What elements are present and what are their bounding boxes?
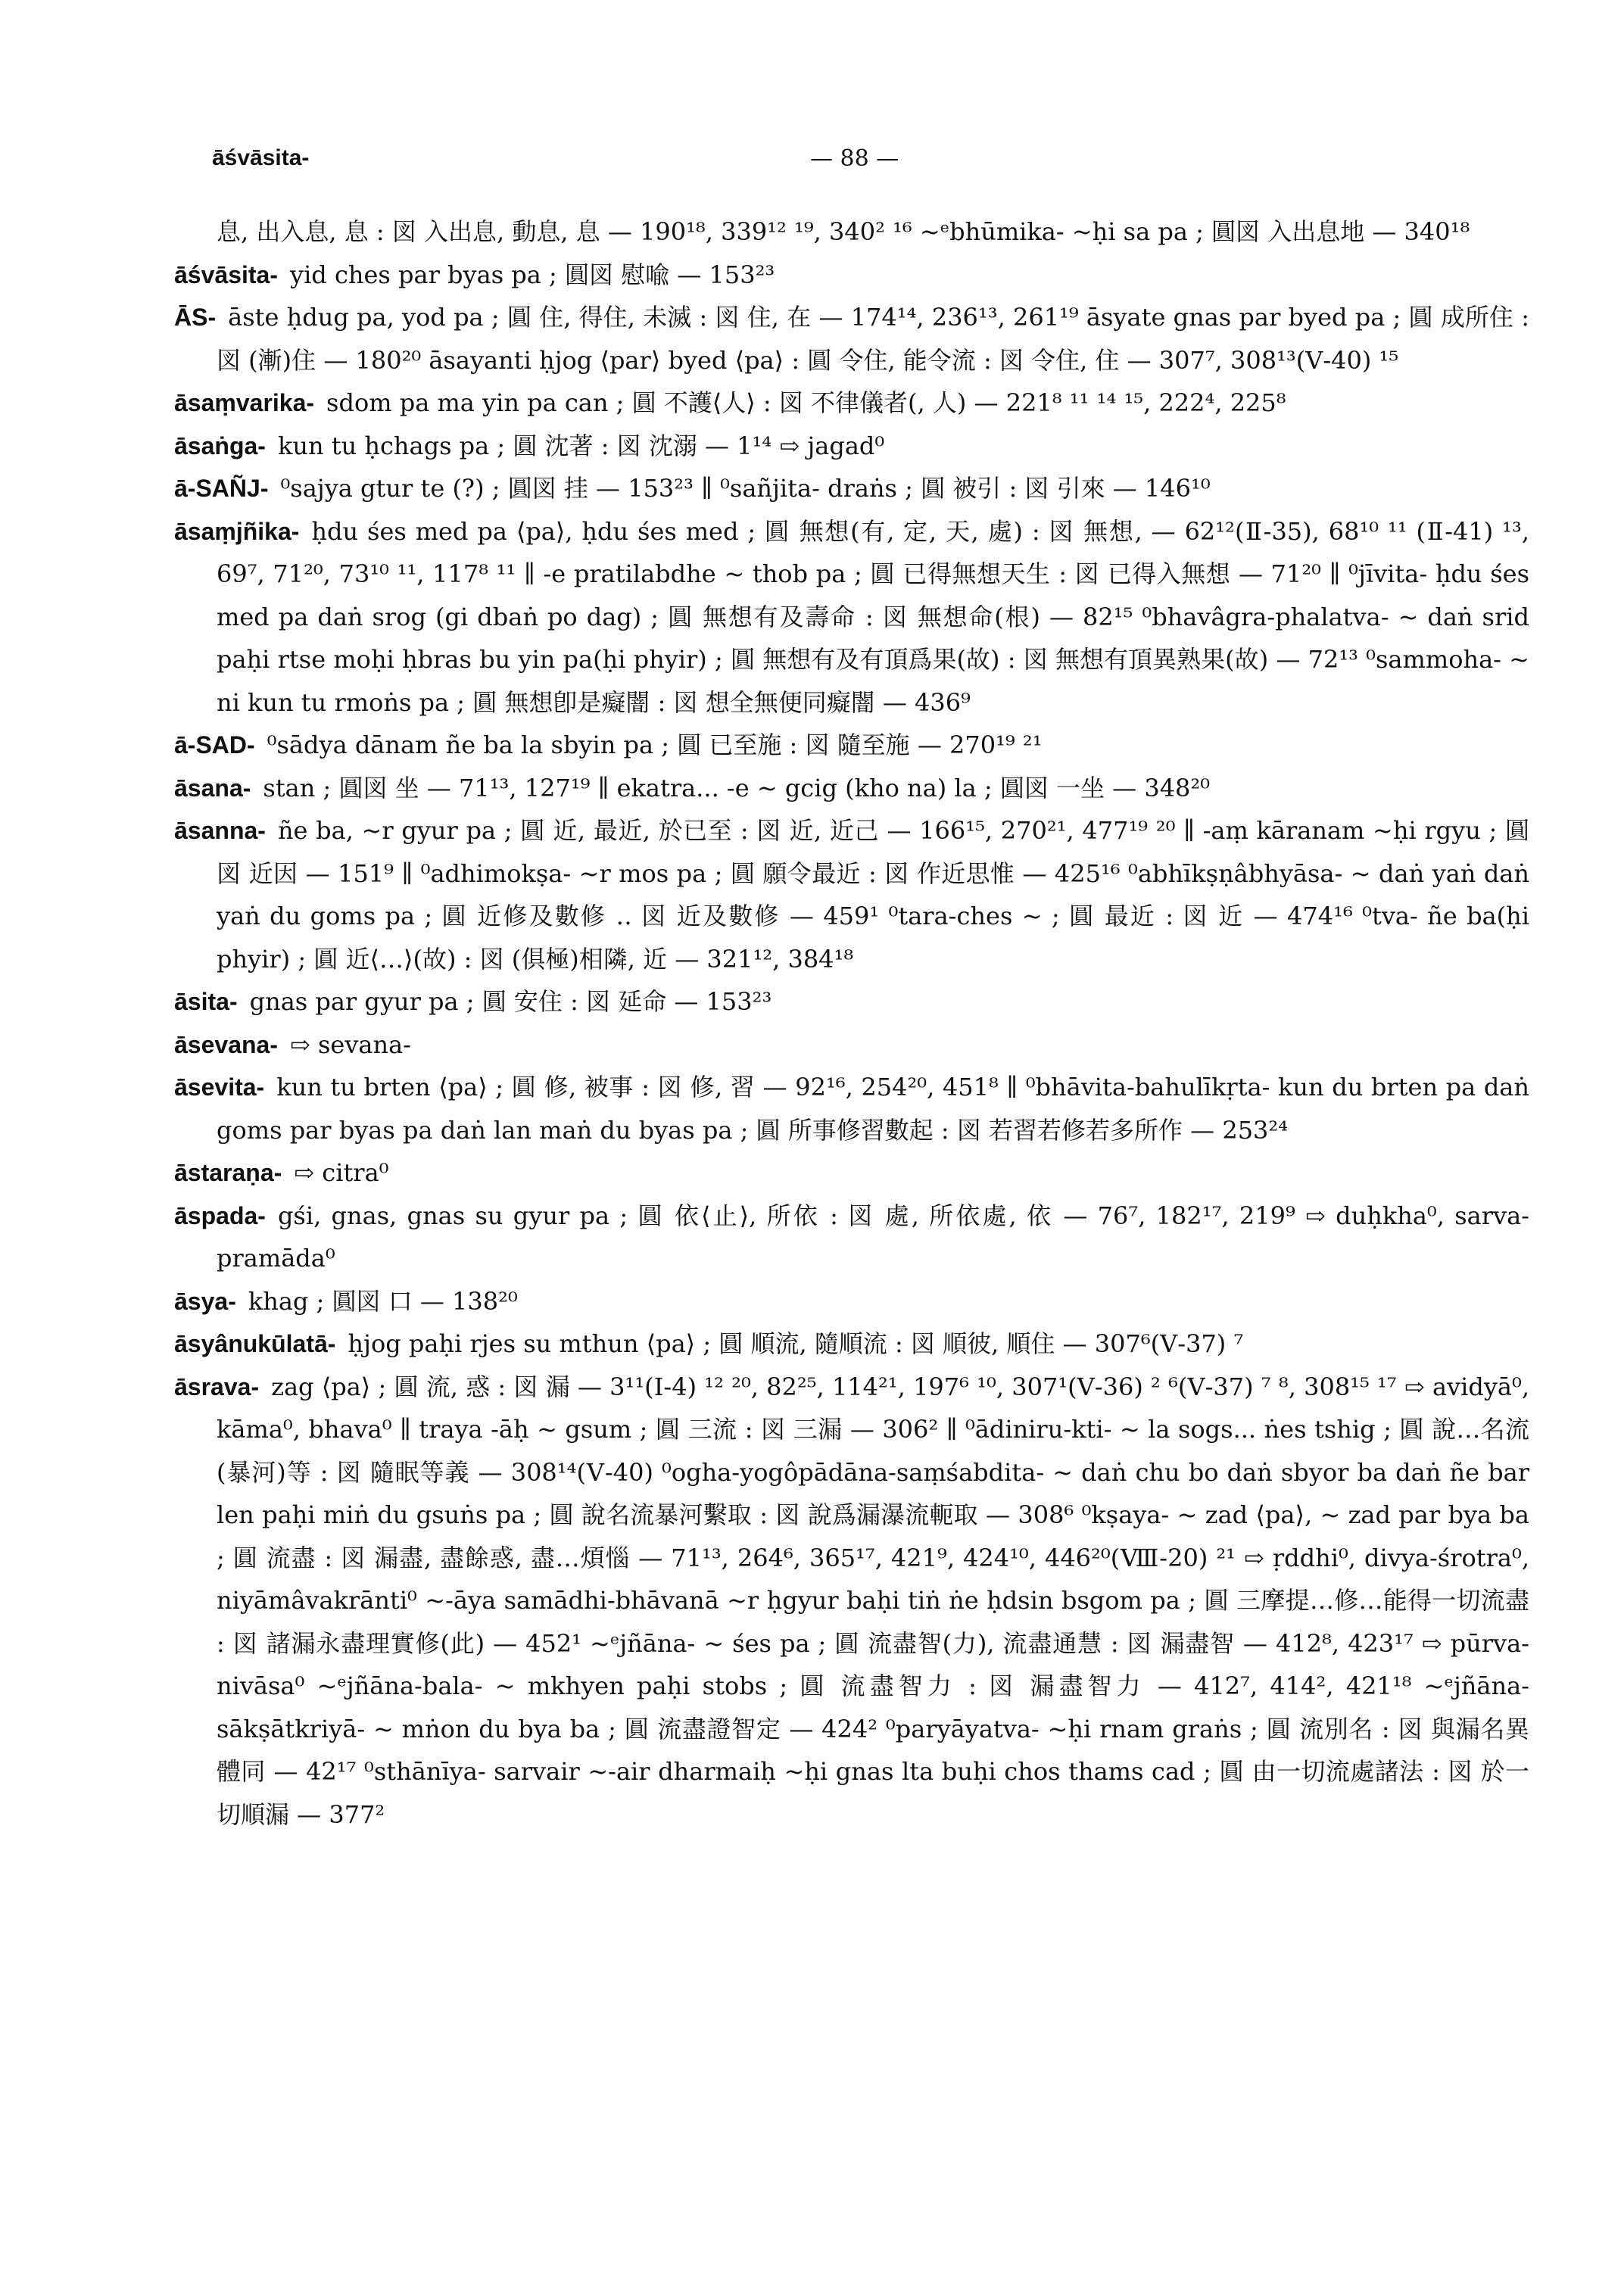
entry-body: ḥjog paḥi rjes su mthun ⟨pa⟩ ; 圓 順流, 隨順流 : 図 順彼, 順住 — 307⁶(Ⅴ-37) ⁷ bbox=[348, 1329, 1244, 1358]
entry-headword: āśvāsita- bbox=[174, 260, 278, 288]
entry-headword: āsevana- bbox=[174, 1030, 278, 1058]
entry-body: kun tu ḥchags pa ; 圓 沈著 : 図 沈溺 — 1¹⁴ ⇨ jagad⁰ bbox=[277, 431, 885, 460]
entry-body: ⇨ citra⁰ bbox=[294, 1158, 389, 1187]
entry-headword: āstaraṇa- bbox=[174, 1159, 282, 1186]
entry-body: 息, 出入息, 息 : 図 入出息, 動息, 息 — 190¹⁸, 339¹² ¹⁹, 340² ¹⁶ ~ᵉbhūmika- ~ḥi sa pa ; 圓図 入出息地 — 340¹⁸ bbox=[217, 217, 1470, 246]
dictionary-entry bbox=[174, 724, 1529, 767]
entry-body: khag ; 圓図 口 — 138²⁰ bbox=[248, 1286, 518, 1316]
entry-body: ⇨ sevana- bbox=[289, 1030, 411, 1059]
running-head: āśvāsita- bbox=[212, 145, 310, 170]
entry-headword: ĀS- bbox=[174, 304, 217, 331]
dictionary-entry bbox=[174, 382, 1529, 425]
entry-body: kun tu brten ⟨pa⟩ ; 圓 修, 被事 : 図 修, 習 — 92¹⁶, 254²⁰, 451⁸ ∥ ⁰bhāvita-bahulīkṛta- kun du brten pa daṅ goms par byas pa daṅ lan maṅ du byas pa ; 圓 所事修習數起 : 図 若習若修若多所作 — 253²⁴ bbox=[217, 1073, 1529, 1145]
dictionary-entry bbox=[174, 809, 1529, 980]
entry-headword: āsanna- bbox=[174, 817, 266, 844]
dictionary-entry bbox=[174, 1195, 1529, 1280]
dictionary-entry bbox=[174, 254, 1529, 297]
page-number: — 88 — bbox=[810, 145, 899, 172]
entry-headword: āsaṃjñika- bbox=[174, 517, 300, 545]
dictionary-entry bbox=[174, 296, 1529, 382]
dictionary-entry bbox=[174, 980, 1529, 1023]
dictionary-entry bbox=[174, 425, 1529, 468]
entry-headword: āsaṅga- bbox=[174, 431, 266, 460]
dictionary-entry bbox=[174, 1323, 1529, 1366]
dictionary-entries bbox=[174, 210, 1529, 1836]
entry-body: āste ḥdug pa, yod pa ; 圓 住, 得住, 未滅 : 図 住, 在 — 174¹⁴, 236¹³, 261¹⁹ āsyate gnas par byed pa ; 圓 成所住 : 図 (漸)住 — 180²⁰ āsayanti ḥjog ⟨par⟩ byed ⟨pa⟩ : 圓 令住, 能令流 : 図 令住, 住 — 307⁷, 308¹³(Ⅴ-40) ¹⁵ bbox=[217, 303, 1529, 375]
entry-body: ñe ba, ~r gyur pa ; 圓 近, 最近, 於已至 : 図 近, 近己 — 166¹⁵, 270²¹, 477¹⁹ ²⁰ ∥ -aṃ kāranam ~ḥi rgyu ; 圓図 近因 — 151⁹ ∥ ⁰adhimokṣa- ~r mos pa ; 圓 願令最近 : 図 作近思惟 — 425¹⁶ ⁰abhīkṣṇâbhyāsa- ~ daṅ yaṅ daṅ yaṅ du goms pa ; 圓 近修及數修 ‥ 図 近及數修 — 459¹ ⁰tara-ches ~ ; 圓 最近 : 図 近 — 474¹⁶ ⁰tva- ñe ba(ḥi phyir) ; 圓 近⟨…⟩(故) : 図 (俱極)相隣, 近 — 321¹², 384¹⁸ bbox=[217, 816, 1529, 974]
entry-headword: āsevita- bbox=[174, 1073, 265, 1101]
dictionary-entry bbox=[174, 1366, 1529, 1837]
dictionary-entry bbox=[174, 1280, 1529, 1323]
dictionary-entry bbox=[174, 1066, 1529, 1151]
entry-body: zag ⟨pa⟩ ; 圓 流, 惑 : 図 漏 — 3¹¹(Ⅰ-4) ¹² ²⁰, 82²⁵, 114²¹, 197⁶ ¹⁰, 307¹(Ⅴ-36) ² ⁶(Ⅴ-37) ⁷ ⁸, 308¹⁵ ¹⁷ ⇨ avidyā⁰, kāma⁰, bhava⁰ ∥ traya -āḥ ~ gsum ; 圓 三流 : 図 三漏 — 306² ∥ ⁰ādiniru-kti- ~ la sogs... ṅes tshig ; 圓 說…名流(暴河)等 : 図 隨眠等義 — 308¹⁴(Ⅴ-40) ⁰ogha-yogôpādāna-saṃśabdita- ~ daṅ chu bo daṅ sbyor ba daṅ ñe bar len paḥi miṅ du gsuṅs pa ; 圓 說名流暴河繫取 : 図 說爲漏瀑流軛取 — 308⁶ ⁰kṣaya- ~ zad ⟨pa⟩, ~ zad par bya ba ; 圓 流盡 : 図 漏盡, 盡餘惑, 盡…煩惱 — 71¹³, 264⁶, 365¹⁷, 421⁹, 424¹⁰, 446²⁰(Ⅷ-20) ²¹ ⇨ ṛddhi⁰, divya-śrotra⁰, niyāmâvakrānti⁰ ~-āya samādhi-bhāvanā ~r ḥgyur baḥi tiṅ ṅe ḥdsin bsgom pa ; 圓 三摩提…修…能得一切流盡 : 図 諸漏永盡理實修(此) — 452¹ ~ᵉjñāna- ~ śes pa ; 圓 流盡智(力), 流盡通慧 : 図 漏盡智 — 412⁸, 423¹⁷ ⇨ pūrva-nivāsa⁰ ~ᵉjñāna-bala- ~ mkhyen paḥi stobs ; 圓 流盡智力 : 図 漏盡智力 — 412⁷, 414², 421¹⁸ ~ᵉjñāna-sākṣātkriyā- ~ mṅon du bya ba ; 圓 流盡證智定 — 424² ⁰paryāyatva- ~ḥi rnam graṅs ; 圓 流別名 : 図 與漏名異體同 — 42¹⁷ ⁰sthānīya- sarvair ~-air dharmaiḥ ~ḥi gnas lta buḥi chos thams cad ; 圓 由一切流處諸法 : 図 於一切順漏 — 377² bbox=[217, 1372, 1529, 1829]
entry-body: stan ; 圓図 坐 — 71¹³, 127¹⁹ ∥ ekatra... -e ~ gcig (kho na) la ; 圓図 一坐 — 348²⁰ bbox=[263, 773, 1211, 802]
entry-headword: āsita- bbox=[174, 988, 238, 1015]
entry-headword: āsrava- bbox=[174, 1372, 260, 1400]
entry-headword: āsana- bbox=[174, 774, 251, 802]
entry-body: ḥdu śes med pa ⟨pa⟩, ḥdu śes med ; 圓 無想(有, 定, 天, 處) : 図 無想, — 62¹²(Ⅱ-35), 68¹⁰ ¹¹ (Ⅱ-41) ¹³, 69⁷, 71²⁰, 73¹⁰ ¹¹, 117⁸ ¹¹ ∥ -e pratilabdhe ~ thob pa ; 圓 已得無想天生 : 図 已得入無想 — 71²⁰ ∥ ⁰jīvita- ḥdu śes med pa daṅ srog (gi dbaṅ po dag) ; 圓 無想有及壽命 : 図 無想命(根) — 82¹⁵ ⁰bhavâgra-phalatva- ~ daṅ srid paḥi rtse moḥi ḥbras bu yin pa(ḥi phyir) ; 圓 無想有及有頂爲果(故) : 図 無想有頂異熟果(故) — 72¹³ ⁰sammoha- ~ ni kun tu rmoṅs pa ; 圓 無想卽是癡闇 : 図 想全無便同癡闇 — 436⁹ bbox=[217, 516, 1529, 717]
entry-body: ⁰sādya dānam ñe ba la sbyin pa ; 圓 已至施 : 図 隨至施 — 270¹⁹ ²¹ bbox=[267, 731, 1043, 759]
entry-body: ⁰sajya gtur te (?) ; 圓図 挂 — 153²³ ∥ ⁰sañjita- draṅs ; 圓 被引 : 図 引來 — 146¹⁰ bbox=[280, 474, 1211, 503]
entry-headword: āspada- bbox=[174, 1201, 266, 1229]
entry-headword: ā-SAÑJ- bbox=[174, 475, 269, 502]
dictionary-entry bbox=[174, 1023, 1529, 1067]
dictionary-entry bbox=[174, 467, 1529, 510]
entry-body: gnas par gyur pa ; 圓 安住 : 図 延命 — 153²³ bbox=[249, 987, 772, 1016]
dictionary-entry bbox=[174, 510, 1529, 724]
dictionary-entry bbox=[174, 1151, 1529, 1195]
entry-headword: āsyânukūlatā- bbox=[174, 1330, 336, 1357]
entry-body: sdom pa ma yin pa can ; 圓 不護⟨人⟩ : 図 不律儀者(, 人) — 221⁸ ¹¹ ¹⁴ ¹⁵, 222⁴, 225⁸ bbox=[326, 388, 1286, 417]
entry-headword: āsya- bbox=[174, 1287, 236, 1315]
page-header bbox=[212, 145, 1499, 183]
entry-headword: ā-SAD- bbox=[174, 731, 255, 759]
entry-body: yid ches par byas pa ; 圓図 慰喩 — 153²³ bbox=[289, 260, 775, 289]
entry-body: gśi, gnas, gnas su gyur pa ; 圓 依⟨止⟩, 所依 : 図 處, 所依處, 依 — 76⁷, 182¹⁷, 219⁹ ⇨ duḥkha⁰, sarva-pramāda⁰ bbox=[217, 1201, 1529, 1273]
dictionary-entry bbox=[174, 210, 1529, 254]
entry-headword: āsaṃvarika- bbox=[174, 389, 315, 416]
dictionary-entry bbox=[174, 767, 1529, 810]
